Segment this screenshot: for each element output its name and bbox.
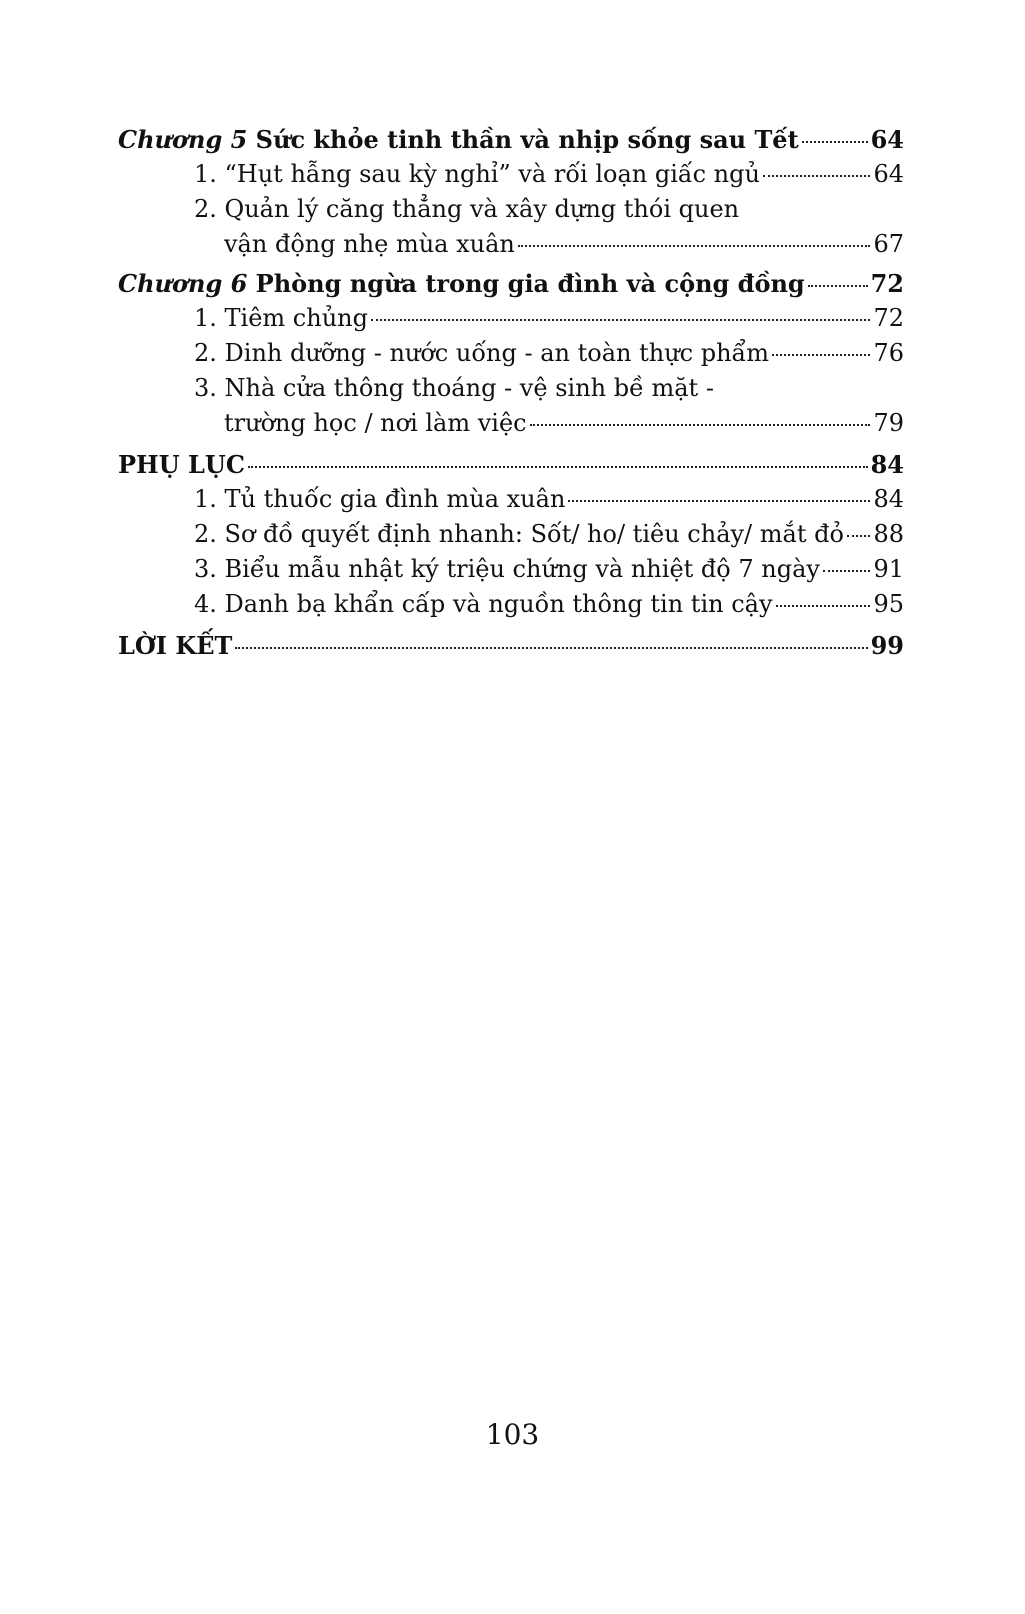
chapter-5-label: Chương 5 — [118, 125, 248, 154]
toc-entry-5-2[interactable] — [118, 192, 904, 262]
entry-page: 88 — [873, 520, 904, 548]
toc-entry-appendix-2[interactable] — [118, 517, 904, 552]
dot-leader — [763, 175, 871, 177]
toc-entry-appendix-3[interactable] — [118, 552, 904, 587]
toc-entry-appendix-1[interactable] — [118, 482, 904, 517]
entry-title: 2. Dinh dưỡng - nước uống - an toàn thực phẩm — [194, 339, 770, 367]
entry-page: 91 — [873, 555, 904, 583]
entry-title: 1. Tủ thuốc gia đình mùa xuân — [194, 485, 566, 513]
entry-page: 95 — [873, 590, 904, 618]
toc-conclusion[interactable] — [118, 628, 904, 663]
chapter-5-page: 64 — [870, 125, 904, 154]
entry-page: 79 — [873, 409, 904, 437]
dot-leader — [371, 319, 870, 321]
dot-leader — [248, 466, 868, 468]
dot-leader — [235, 647, 867, 649]
entry-page: 84 — [873, 485, 904, 513]
entry-page: 64 — [873, 160, 904, 188]
appendix-page: 84 — [870, 450, 904, 479]
page-number: 103 — [485, 1418, 540, 1451]
chapter-5-title: Sức khỏe tinh thần và nhịp sống sau Tết — [255, 125, 799, 154]
dot-leader — [772, 354, 870, 356]
conclusion-title: LỜI KẾT — [118, 631, 233, 660]
chapter-6-label: Chương 6 — [118, 269, 248, 298]
chapter-6-page: 72 — [870, 269, 904, 298]
entry-title: 3. Biểu mẫu nhật ký triệu chứng và nhiệt độ 7 ngày — [194, 555, 820, 583]
dot-leader — [823, 570, 871, 572]
dot-leader — [530, 424, 871, 426]
toc-entry-5-1[interactable] — [118, 157, 904, 192]
chapter-6-title: Phòng ngừa trong gia đình và cộng đồng — [255, 269, 805, 298]
entry-title: 2. Sơ đồ quyết định nhanh: Sốt/ ho/ tiêu chảy/ mắt đỏ — [194, 520, 844, 548]
dot-leader — [802, 141, 868, 143]
chapter-5-heading — [118, 122, 799, 157]
dot-leader — [847, 535, 871, 537]
toc-chapter-6[interactable] — [118, 266, 904, 301]
toc-entry-6-3[interactable] — [118, 371, 904, 441]
entry-page: 76 — [873, 339, 904, 367]
toc-appendix[interactable] — [118, 447, 904, 482]
conclusion-page: 99 — [870, 631, 904, 660]
entry-page: 67 — [873, 230, 904, 258]
appendix-title: PHỤ LỤC — [118, 450, 245, 479]
toc-entry-appendix-4[interactable] — [118, 587, 904, 622]
entry-title-line-2: trường học / nơi làm việc — [224, 409, 527, 437]
entry-title: 1. “Hụt hẫng sau kỳ nghỉ” và rối loạn giấc ngủ — [194, 160, 760, 188]
dot-leader — [808, 285, 868, 287]
table-of-contents — [118, 118, 904, 663]
entry-title-line-2: vận động nhẹ mùa xuân — [224, 230, 515, 258]
entry-title: 1. Tiêm chủng — [194, 304, 368, 332]
toc-chapter-5[interactable] — [118, 122, 904, 157]
entry-title-line-1: 2. Quản lý căng thẳng và xây dựng thói quen — [194, 195, 740, 223]
toc-entry-6-1[interactable] — [118, 301, 904, 336]
dot-leader — [518, 245, 871, 247]
dot-leader — [776, 605, 871, 607]
entry-page: 72 — [873, 304, 904, 332]
entry-title-line-1: 3. Nhà cửa thông thoáng - vệ sinh bề mặt - — [194, 374, 714, 402]
toc-entry-6-2[interactable] — [118, 336, 904, 371]
entry-title: 4. Danh bạ khẩn cấp và nguồn thông tin tin cậy — [194, 590, 773, 618]
chapter-6-heading — [118, 266, 805, 301]
dot-leader — [568, 500, 870, 502]
